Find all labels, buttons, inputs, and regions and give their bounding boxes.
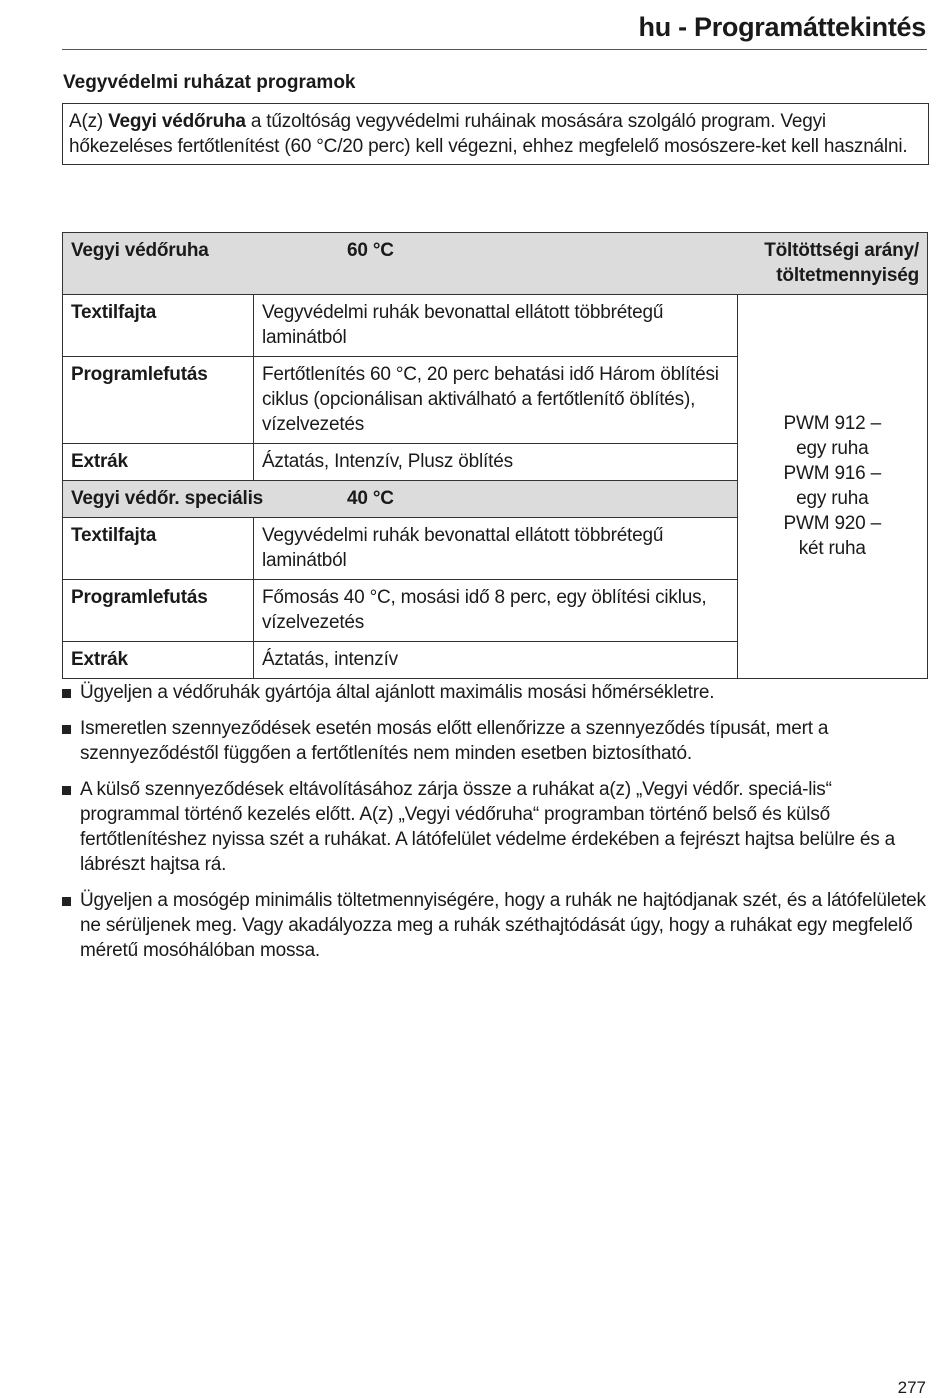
- list-item-text: Ügyeljen a mosógép minimális töltetmennyiségére, hogy a ruhák ne hajtódjanak szét, és a látófelületek ne sérüljenek meg. Vagy akadályozza meg a ruhák széthajtódását úgy, hogy a ruhákat egy megfelelő méretű mosóhálóban mossa.: [80, 890, 926, 961]
- row-value: Vegyvédelmi ruhák bevonattal ellátott többrétegű laminátból: [253, 518, 737, 580]
- row-label: Extrák: [63, 642, 254, 679]
- row-value: Áztatás, Intenzív, Plusz öblítés: [253, 444, 737, 481]
- program1-temp: 60 °C: [347, 240, 394, 261]
- load-line: egy ruha: [796, 488, 869, 509]
- page-number: 277: [897, 1378, 926, 1397]
- row-value: Fertőtlenítés 60 °C, 20 perc behatási idő Három öblítési ciklus (opcionálisan aktiválható a fertőtlenítő öblítés), vízelvezetés: [253, 357, 737, 444]
- header-divider: [62, 49, 927, 50]
- bullet-square-icon: [62, 786, 71, 795]
- bullet-square-icon: [62, 897, 71, 906]
- row-label: Textilfajta: [63, 518, 254, 580]
- row-label: Programlefutás: [63, 580, 254, 642]
- load-line: PWM 916 –: [783, 463, 881, 484]
- program-table: [62, 232, 928, 679]
- list-item: [62, 680, 928, 705]
- bullet-list: [62, 680, 928, 974]
- row-label: Programlefutás: [63, 357, 254, 444]
- list-item: [62, 777, 928, 877]
- bullet-square-icon: [62, 725, 71, 734]
- program1-name: Vegyi védőruha: [71, 240, 209, 261]
- list-item: [62, 888, 928, 963]
- row-value: Főmosás 40 °C, mosási idő 8 perc, egy öblítési ciklus, vízelvezetés: [253, 580, 737, 642]
- program1-header: [63, 233, 738, 295]
- intro-prefix: A(z): [69, 111, 109, 132]
- load-line: PWM 912 –: [783, 413, 881, 434]
- list-item-text: Ügyeljen a védőruhák gyártója által ajánlott maximális mosási hőmérsékletre.: [80, 682, 715, 703]
- row-value: Vegyvédelmi ruhák bevonattal ellátott többrétegű laminátból: [253, 295, 737, 357]
- load-line: egy ruha: [796, 438, 869, 459]
- program2-header: [63, 481, 738, 518]
- load-header: Töltöttségi arány/ töltetmennyiség: [737, 233, 927, 295]
- load-line: két ruha: [798, 538, 866, 559]
- program2-name: Vegyi védőr. speciális: [71, 488, 264, 509]
- intro-text: a tűzoltóság vegyvédelmi ruháinak mosására szolgáló program. Vegyi hőkezeléses fertőtlenítést (60 °C/20 perc) kell végezni, ehhez megfelelő mosószere-ket kell használni.: [69, 111, 908, 157]
- program2-temp: 40 °C: [347, 488, 394, 509]
- row-label: Textilfajta: [63, 295, 254, 357]
- list-item-text: A külső szennyeződések eltávolításához zárja össze a ruhákat a(z) „Vegyi védőr. speciá-lis“ programmal történő kezelés előtt. A(z) „Vegyi védőruha“ programban történő belső és külső fertőtlenítéshez nyissa szét a ruhákat. A látófelület védelme érdekében a fejrészt hajtsa belülre és a lábrészt hajtsa rá.: [80, 779, 896, 875]
- program1-header-row: [63, 233, 928, 295]
- intro-box: [62, 103, 929, 165]
- row-label: Extrák: [63, 444, 254, 481]
- section-title: Vegyvédelmi ruházat programok: [63, 72, 356, 93]
- list-item: [62, 716, 928, 766]
- row-value: Áztatás, intenzív: [253, 642, 737, 679]
- load-line: PWM 920 –: [783, 513, 881, 534]
- page-header-title: hu - Programáttekintés: [638, 12, 926, 42]
- list-item-text: Ismeretlen szennyeződések esetén mosás előtt ellenőrizze a szennyeződés típusát, mert a szennyeződéstől függően a fertőtlenítés nem minden esetben biztosítható.: [80, 718, 829, 764]
- intro-program-name: Vegyi védőruha: [108, 111, 246, 132]
- bullet-square-icon: [62, 689, 71, 698]
- load-cell: [737, 295, 927, 679]
- table-row: [63, 295, 928, 357]
